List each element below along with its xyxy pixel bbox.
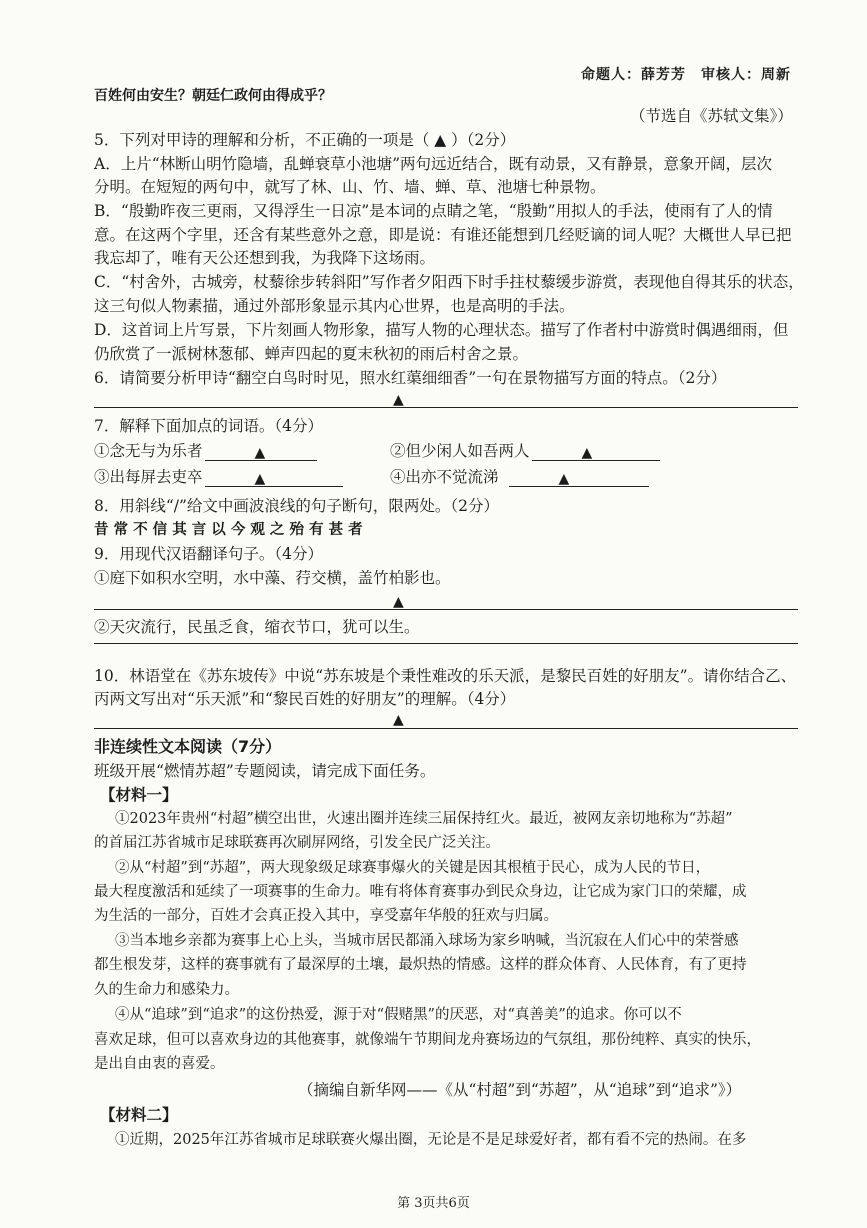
material-1-p1-line2: 的首届江苏省城市足球联赛再次刷屏网络，引发全民广泛关注。 <box>94 835 500 851</box>
material-1-p4-line2: 喜欢足球，但可以喜欢身边的其他赛事，就像端午节期间龙舟赛场边的气氛组，那份纯粹、真实的快乐， <box>94 1032 761 1048</box>
passage-last-line: 百姓何由安生？朝廷仁政何由得成乎？ <box>94 88 332 104</box>
q7-blank-4[interactable] <box>509 470 649 487</box>
question-10-line2: 丙两文写出对“乐天派”和“黎民百姓的好朋友”的理解。（4分） <box>94 690 516 708</box>
option-a-line1: A．上片“林断山明竹隐墙，乱蝉衰草小池塘”两句远近结合，既有动景，又有静景，意象开阔，层次 <box>94 155 773 173</box>
answer-mark: ▲ <box>254 471 266 487</box>
option-b-line1: B．“殷勤昨夜三更雨，又得浮生一日凉”是本词的点睛之笔，“殷勤”用拟人的手法，使雨有了人的情 <box>94 202 773 220</box>
material-1-p3-line1: ③当本地乡亲都为赛事上心上头，当城市居民都涌入球场为家乡呐喊，当沉寂在人们心中的荣誉感 <box>115 933 739 949</box>
material-1-p2-line3: 为生活的一部分，百姓才会真正投入其中，享受嘉年华般的狂欢与归属。 <box>94 908 558 924</box>
answer-line-q10[interactable] <box>94 728 798 729</box>
answer-line-q9-2[interactable] <box>94 643 798 644</box>
answer-mark: ▲ <box>558 471 570 487</box>
page-footer: 第 3页共6页 <box>397 1196 470 1211</box>
answer-mark: ▲ <box>254 445 266 461</box>
material-2-p1-line1: ①近期，2025年江苏省城市足球联赛火爆出圈，无论是不是足球爱好者，都有看不完的热闹。在多 <box>115 1132 747 1148</box>
material-1-p3-line3: 久的生命力和感染力。 <box>94 982 239 998</box>
q7-item-3 <box>94 467 343 487</box>
source-note: （节选自《苏轼文集》） <box>630 107 793 125</box>
option-b-line3: 我忘却了，唯有天公还想到我，为我降下这场雨。 <box>94 249 436 267</box>
q7-item-4 <box>390 467 649 487</box>
answer-mark-q10: ▲ <box>393 712 404 728</box>
option-d-line1: D．这首词上片写景，下片刻画人物形象，描写人物的心理状态。描写了作者村中游赏时偶遇细雨，但 <box>94 321 789 339</box>
section-intro: 班级开展“燃情苏超”专题阅读，请完成下面任务。 <box>94 762 436 780</box>
question-6: 6．请简要分析甲诗“翻空白鸟时时见，照水红蕖细细香”一句在景物描写方面的特点。（2分） <box>94 369 727 387</box>
q7-blank-1[interactable] <box>205 444 317 461</box>
answer-mark-q9-1: ▲ <box>393 594 404 610</box>
answer-mark: ▲ <box>581 445 593 461</box>
q7-blank-3[interactable] <box>205 470 343 487</box>
question-10-line1: 10．林语堂在《苏东坡传》中说“苏东坡是个秉性难改的乐天派，是黎民百姓的好朋友”。请你结合乙、 <box>94 667 797 685</box>
question-9: 9．用现代汉语翻译句子。（4分） <box>94 545 323 563</box>
answer-line-q6[interactable] <box>94 407 798 408</box>
material-1-source: （摘编自新华网——《从“村超”到“苏超”，从“追球”到“追求”》） <box>298 1081 742 1099</box>
material-1-p2-line1: ②从“村超”到“苏超”，两大现象级足球赛事爆火的关键是因其根植于民心，成为人民的节日， <box>115 860 711 876</box>
material-1-p3-line2: 都生根发芽，这样的赛事就有了最深厚的土壤，最炽热的情感。这样的群众体育、人民体育，有了更持 <box>94 957 747 973</box>
question-7: 7．解释下面加点的词语。（4分） <box>94 417 323 435</box>
section-title: 非连续性文本阅读（7分） <box>94 737 282 756</box>
q7-item-2-text: ②但少闲人如吾两人 <box>390 442 530 460</box>
question-5: 5．下列对甲诗的理解和分析，不正确的一项是（ ▲ ）（2分） <box>94 131 516 149</box>
answer-line-q9-1[interactable] <box>94 609 798 610</box>
q9-item-1: ①庭下如积水空明，水中藻、荇交横，盖竹柏影也。 <box>94 569 451 587</box>
question-8: 8．用斜线“/”给文中画波浪线的句子断句，限两处。（2分） <box>94 497 500 515</box>
material-1-p4-line1: ④从“追球”到“追求”的这份热爱，源于对“假赌黑”的厌恶，对“真善美”的追求。你可以不 <box>115 1007 682 1023</box>
q7-item-3-text: ③出每屏去吏卒 <box>94 468 203 486</box>
material-1-p4-line3: 是出自由衷的喜爱。 <box>94 1056 225 1072</box>
q7-item-4-text: ④出亦不觉流涕 <box>390 468 499 486</box>
answer-mark-q6: ▲ <box>393 392 404 408</box>
q7-item-1-text: ①念无与为乐者 <box>94 442 203 460</box>
material-1-p1-line1: ①2023年贵州“村超”横空出世，火速出圈并连续三届保持红火。最近，被网友亲切地称为“苏超” <box>115 811 733 827</box>
option-d-line2: 仍欣赏了一派树林葱郁、蝉声四起的夏末秋初的雨后村舍之景。 <box>94 345 529 363</box>
option-b-line2: 意。在这两个字里，还含有某些意外之意，即是说：有谁还能想到几经贬谪的词人呢？大概世人早已把 <box>94 226 792 244</box>
q7-item-2 <box>390 441 660 461</box>
material-1-label: 【材料一】 <box>100 785 178 804</box>
q9-item-2: ②天灾流行，民虽乏食，缩衣节口，犹可以生。 <box>94 618 420 636</box>
page-header-authors: 命题人：薛芳芳 审核人：周新 <box>581 67 791 83</box>
q7-blank-2[interactable] <box>532 444 660 461</box>
option-a-line2: 分明。在短短的两句中，就写了林、山、竹、墙、蝉、草、池塘七种景物。 <box>94 178 606 196</box>
material-1-p2-line2: 最大程度激活和延续了一项赛事的生命力。唯有将体育赛事办到民众身边，让它成为家门口的荣耀，成 <box>94 884 747 900</box>
q8-sentence: 昔 常 不 信 其 言 以 今 观 之 殆 有 甚 者 <box>94 521 363 538</box>
material-2-label: 【材料二】 <box>100 1105 178 1124</box>
q7-item-1 <box>94 441 317 461</box>
option-c-line2: 这三句似人物素描，通过外部形象显示其内心世界，也是高明的手法。 <box>94 297 575 315</box>
option-c-line1: C．“村舍外，古城旁，杖藜徐步转斜阳”写作者夕阳西下时手拄杖藜缓步游赏，表现他自得其乐的状态， <box>94 273 804 291</box>
